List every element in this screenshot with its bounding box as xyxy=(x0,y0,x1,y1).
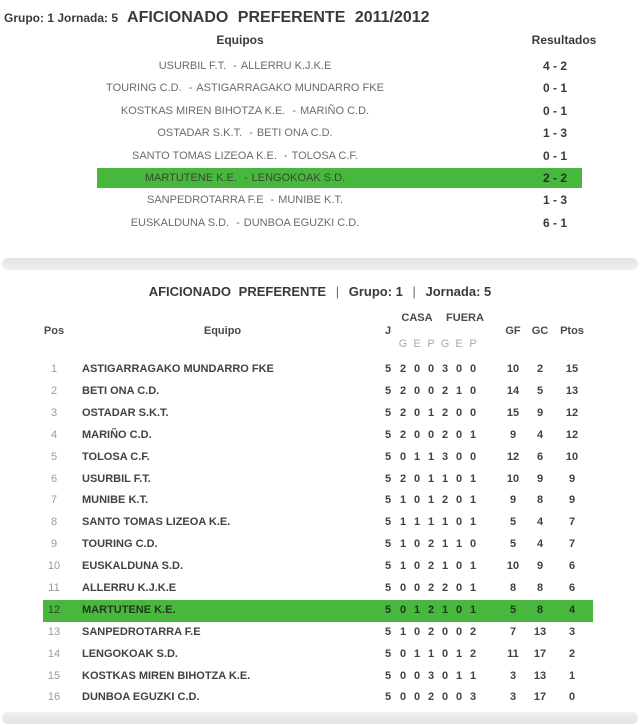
away-team: TOLOSA C.F. xyxy=(291,149,358,162)
home-losses-value: 2 xyxy=(427,560,435,573)
away-losses-value: 0 xyxy=(469,363,477,376)
home-losses-value: 1 xyxy=(427,472,435,485)
fuera-group-header: FUERA xyxy=(446,312,484,325)
points-value: 6 xyxy=(568,582,576,595)
position-number: 12 xyxy=(47,603,61,616)
team-name: OSTADAR S.K.T. xyxy=(82,406,169,419)
goals-for-value: 11 xyxy=(507,647,519,660)
home-wins-value: 1 xyxy=(399,560,407,573)
results-section xyxy=(0,0,640,234)
goals-for-value: 14 xyxy=(506,385,520,398)
match-row xyxy=(0,77,640,99)
home-losses-value: 2 xyxy=(427,625,435,638)
card-top-edge xyxy=(2,258,638,270)
position-number: 6 xyxy=(50,472,58,485)
position-number: 1 xyxy=(50,363,58,376)
home-wins-value: 2 xyxy=(399,472,407,485)
points-value: 9 xyxy=(568,494,576,507)
away-losses-value: 0 xyxy=(469,406,477,419)
match-row xyxy=(0,189,640,211)
position-number: 9 xyxy=(50,538,58,551)
away-wins-value: 2 xyxy=(441,582,449,595)
team-name: MARIÑO C.D. xyxy=(82,428,152,441)
position-number: 8 xyxy=(50,516,58,529)
pipe-separator: | xyxy=(412,284,416,300)
home-wins-value: 0 xyxy=(399,691,407,704)
standings-row xyxy=(43,512,593,534)
away-draws-value: 0 xyxy=(455,560,463,573)
match-row xyxy=(0,212,640,234)
away-losses-value: 1 xyxy=(469,603,477,616)
points-value: 7 xyxy=(568,516,576,529)
standings-rows xyxy=(43,359,593,709)
home-team: OSTADAR S.K.T. xyxy=(157,127,243,140)
home-losses-value: 0 xyxy=(427,428,435,441)
team-name: EUSKALDUNA S.D. xyxy=(82,560,184,573)
away-draws-value: 0 xyxy=(455,603,463,616)
match-score: 1 - 3 xyxy=(542,126,567,141)
played-value: 5 xyxy=(384,494,392,507)
away-wins-value: 1 xyxy=(441,603,449,616)
goals-against-value: 13 xyxy=(533,669,547,682)
standings-row xyxy=(43,447,593,469)
away-draws-value: 0 xyxy=(455,472,463,485)
league-season-title: AFICIONADO PREFERENTE 2011/2012 xyxy=(127,9,430,26)
home-team: KOSTKAS MIREN BIHOTZA K.E. xyxy=(120,104,286,117)
home-wins-value: 0 xyxy=(399,647,407,660)
match-teams xyxy=(0,122,490,144)
home-team: SANTO TOMAS LIZEOA K.E. xyxy=(132,149,277,162)
goals-against-value: 6 xyxy=(536,450,544,463)
home-losses-value: 1 xyxy=(427,406,435,419)
match-row xyxy=(0,100,640,122)
match-list xyxy=(0,55,640,234)
away-losses-value: 0 xyxy=(469,450,477,463)
match-score: 0 - 1 xyxy=(542,81,567,96)
match-row xyxy=(0,145,640,167)
home-wins-value: 1 xyxy=(399,538,407,551)
match-teams xyxy=(0,100,490,122)
away-losses-value: 1 xyxy=(469,582,477,595)
away-draws-value: 0 xyxy=(455,516,463,529)
away-wins-value: 0 xyxy=(441,625,449,638)
away-draws-value: 0 xyxy=(455,691,463,704)
pos-column-header: Pos xyxy=(43,325,65,338)
points-value: 4 xyxy=(568,603,576,616)
standings-row xyxy=(43,469,593,491)
position-number: 11 xyxy=(48,582,60,595)
home-draws-value: 1 xyxy=(413,450,421,463)
goals-against-value: 4 xyxy=(536,428,544,441)
home-team: TOURING C.D. xyxy=(106,82,182,95)
points-value: 12 xyxy=(565,428,579,441)
match-teams xyxy=(0,77,490,99)
position-number: 2 xyxy=(50,385,58,398)
away-draws-value: 1 xyxy=(455,385,463,398)
away-draws-value: 0 xyxy=(455,450,463,463)
position-number: 5 xyxy=(50,450,58,463)
match-row xyxy=(0,167,640,189)
goals-for-value: 9 xyxy=(509,494,517,507)
points-value: 2 xyxy=(568,647,576,660)
home-wins-value: 1 xyxy=(399,625,407,638)
points-value: 13 xyxy=(565,385,579,398)
away-draws-value: 1 xyxy=(455,647,463,660)
goals-for-value: 3 xyxy=(509,669,517,682)
standings-row xyxy=(43,556,593,578)
team-name: MARTUTENE K.E. xyxy=(82,603,176,616)
away-losses-value: 1 xyxy=(469,560,477,573)
points-value: 6 xyxy=(568,560,576,573)
home-losses-value: 0 xyxy=(427,385,435,398)
home-draws-value: 1 xyxy=(413,603,421,616)
away-losses-value: 1 xyxy=(469,516,477,529)
home-losses-value: 0 xyxy=(427,363,435,376)
home-draws-value: 0 xyxy=(413,494,421,507)
home-draws-value: 0 xyxy=(413,538,421,551)
home-draws-value: 0 xyxy=(413,669,421,682)
points-value: 15 xyxy=(565,363,579,376)
goals-for-value: 5 xyxy=(509,516,517,529)
match-score: 2 - 2 xyxy=(542,170,567,185)
points-value: 3 xyxy=(568,625,576,638)
played-value: 5 xyxy=(384,450,392,463)
position-number: 3 xyxy=(50,406,58,419)
away-team: DUNBOA EGUZKI C.D. xyxy=(243,216,360,229)
j-column-header: J xyxy=(384,325,392,338)
goals-for-value: 10 xyxy=(506,363,520,376)
away-wins-value: 0 xyxy=(441,669,449,682)
vs-separator: - xyxy=(283,149,288,162)
standings-header xyxy=(43,306,593,359)
home-draws-value: 0 xyxy=(413,363,421,376)
home-wins-value: 2 xyxy=(399,406,407,419)
away-wins-value: 1 xyxy=(441,538,449,551)
match-teams xyxy=(0,189,490,211)
equipo-column-header: Equipo xyxy=(203,325,242,338)
away-wins-value: 1 xyxy=(441,472,449,485)
standings-row xyxy=(43,403,593,425)
match-row xyxy=(0,122,640,144)
points-value: 7 xyxy=(568,538,576,551)
standings-jornada: Jornada: 5 xyxy=(425,284,492,300)
casa-group-header: CASA xyxy=(401,312,433,325)
match-teams xyxy=(0,145,490,167)
away-draws-value: 0 xyxy=(455,582,463,595)
standings-row xyxy=(43,666,593,688)
home-draws-value: 0 xyxy=(413,472,421,485)
played-value: 5 xyxy=(384,516,392,529)
fuera-p-header: P xyxy=(469,338,477,351)
goals-against-value: 8 xyxy=(536,603,544,616)
group-jornada-title: Grupo: 1 Jornada: 5 xyxy=(4,11,119,25)
team-name: SANPEDROTARRA F.E xyxy=(82,625,201,638)
away-draws-value: 0 xyxy=(455,494,463,507)
standings-row xyxy=(43,490,593,512)
played-value: 5 xyxy=(384,385,392,398)
team-name: TOURING C.D. xyxy=(82,538,158,551)
away-draws-value: 0 xyxy=(455,428,463,441)
card-bottom-edge xyxy=(2,712,638,724)
away-losses-value: 0 xyxy=(469,385,477,398)
points-value: 1 xyxy=(568,669,576,682)
points-value: 10 xyxy=(565,450,579,463)
played-value: 5 xyxy=(384,691,392,704)
away-draws-value: 0 xyxy=(455,625,463,638)
played-value: 5 xyxy=(384,582,392,595)
goals-against-value: 4 xyxy=(536,538,544,551)
away-team: BETI ONA C.D. xyxy=(256,127,333,140)
goals-for-value: 5 xyxy=(509,538,517,551)
home-team: MARTUTENE K.E. xyxy=(144,171,237,184)
casa-g-header: G xyxy=(398,338,408,351)
match-teams xyxy=(0,212,490,234)
home-team: USURBIL F.T. xyxy=(158,60,227,72)
match-score: 0 - 1 xyxy=(542,103,567,118)
team-name: LENGOKOAK S.D. xyxy=(82,647,178,660)
home-wins-value: 1 xyxy=(399,494,407,507)
goals-against-value: 2 xyxy=(536,363,544,376)
away-losses-value: 1 xyxy=(469,472,477,485)
standings-row xyxy=(43,644,593,666)
goals-against-value: 5 xyxy=(536,385,544,398)
vs-separator: - xyxy=(188,82,193,95)
match-score: 6 - 1 xyxy=(542,215,567,230)
header-gep-line xyxy=(43,338,593,351)
away-wins-value: 0 xyxy=(441,691,449,704)
points-value: 9 xyxy=(568,472,576,485)
home-draws-value: 1 xyxy=(413,647,421,660)
home-wins-value: 1 xyxy=(399,516,407,529)
home-draws-value: 0 xyxy=(413,582,421,595)
goals-for-value: 8 xyxy=(509,582,517,595)
team-name: SANTO TOMAS LIZEOA K.E. xyxy=(82,516,231,529)
away-wins-value: 2 xyxy=(441,406,449,419)
away-wins-value: 1 xyxy=(441,516,449,529)
away-losses-value: 1 xyxy=(469,494,477,507)
away-team: ALLERRU K.J.K.E xyxy=(240,60,332,72)
away-losses-value: 0 xyxy=(469,538,477,551)
away-wins-value: 0 xyxy=(441,647,449,660)
team-name: ALLERRU K.J.K.E xyxy=(82,582,177,595)
played-value: 5 xyxy=(384,363,392,376)
home-wins-value: 0 xyxy=(399,450,407,463)
pipe-separator: | xyxy=(335,284,340,300)
away-losses-value: 2 xyxy=(469,647,477,660)
home-losses-value: 1 xyxy=(427,450,435,463)
played-value: 5 xyxy=(384,538,392,551)
away-wins-value: 3 xyxy=(441,363,449,376)
home-team: EUSKALDUNA S.D. xyxy=(130,216,230,229)
position-number: 15 xyxy=(47,669,61,682)
away-losses-value: 3 xyxy=(469,691,477,704)
home-wins-value: 2 xyxy=(399,385,407,398)
home-wins-value: 2 xyxy=(399,428,407,441)
standings-row xyxy=(43,600,593,622)
away-draws-value: 1 xyxy=(455,669,463,682)
vs-separator: - xyxy=(236,216,240,229)
home-draws-value: 0 xyxy=(413,385,421,398)
goals-against-value: 8 xyxy=(536,494,544,507)
home-losses-value: 1 xyxy=(427,647,435,660)
home-draws-value: 1 xyxy=(413,516,421,529)
goals-for-value: 3 xyxy=(509,691,517,704)
match-score: 1 - 3 xyxy=(542,193,567,208)
away-losses-value: 2 xyxy=(469,625,477,638)
team-name: ASTIGARRAGAKO MUNDARRO FKE xyxy=(82,363,274,376)
home-draws-value: 0 xyxy=(413,406,421,419)
match-teams xyxy=(0,55,490,77)
goals-for-value: 5 xyxy=(509,603,517,616)
played-value: 5 xyxy=(384,406,392,419)
away-losses-value: 1 xyxy=(469,428,477,441)
away-losses-value: 1 xyxy=(469,669,477,682)
vs-separator: - xyxy=(243,171,248,184)
goals-for-value: 7 xyxy=(509,625,517,638)
goals-for-value: 15 xyxy=(506,406,520,419)
match-row xyxy=(0,55,640,77)
standings-row xyxy=(43,578,593,600)
home-draws-value: 0 xyxy=(413,625,421,638)
played-value: 5 xyxy=(384,603,392,616)
standings-section xyxy=(0,270,640,709)
goals-against-value: 13 xyxy=(533,625,547,638)
away-team: MUNIBE K.T. xyxy=(278,194,343,207)
goals-against-value: 9 xyxy=(536,406,544,419)
goals-against-value: 9 xyxy=(536,560,544,573)
away-team: MARIÑO C.D. xyxy=(300,104,370,117)
goals-against-value: 9 xyxy=(536,472,544,485)
results-column-headers xyxy=(0,30,640,55)
team-name: MUNIBE K.T. xyxy=(82,494,148,507)
home-losses-value: 3 xyxy=(427,669,435,682)
team-name: BETI ONA C.D. xyxy=(82,385,160,398)
goals-against-value: 4 xyxy=(536,516,544,529)
away-wins-value: 2 xyxy=(441,385,449,398)
goals-against-value: 17 xyxy=(533,691,547,704)
gf-column-header: GF xyxy=(505,325,521,338)
standings-row xyxy=(43,622,593,644)
team-name: USURBIL F.T. xyxy=(82,472,151,485)
position-number: 14 xyxy=(47,647,61,660)
standings-row xyxy=(43,534,593,556)
standings-table xyxy=(43,306,593,709)
vs-separator: - xyxy=(233,60,237,72)
home-wins-value: 0 xyxy=(399,582,407,595)
match-score: 0 - 1 xyxy=(542,148,567,163)
position-number: 7 xyxy=(50,494,58,507)
goals-against-value: 17 xyxy=(533,647,547,660)
away-draws-value: 0 xyxy=(455,363,463,376)
position-number: 16 xyxy=(47,691,61,704)
away-wins-value: 3 xyxy=(441,450,449,463)
casa-e-header: E xyxy=(413,338,421,351)
points-value: 12 xyxy=(565,406,579,419)
home-losses-value: 2 xyxy=(427,603,435,616)
fuera-g-header: G xyxy=(440,338,450,351)
played-value: 5 xyxy=(384,647,392,660)
away-draws-value: 1 xyxy=(455,538,463,551)
gc-column-header: GC xyxy=(531,325,549,338)
away-draws-value: 0 xyxy=(455,406,463,419)
standings-league-name: AFICIONADO PREFERENTE xyxy=(148,284,327,300)
goals-against-value: 8 xyxy=(536,582,544,595)
header-group-line xyxy=(43,312,593,325)
home-draws-value: 0 xyxy=(413,560,421,573)
home-wins-value: 0 xyxy=(399,669,407,682)
team-name: DUNBOA EGUZKI C.D. xyxy=(82,691,200,704)
equipos-column-header: Equipos xyxy=(216,33,264,47)
away-wins-value: 2 xyxy=(441,494,449,507)
points-value: 0 xyxy=(568,691,576,704)
played-value: 5 xyxy=(384,669,392,682)
away-wins-value: 2 xyxy=(441,428,449,441)
vs-separator: - xyxy=(249,127,253,140)
away-team: ASTIGARRAGAKO MUNDARRO FKE xyxy=(196,82,384,95)
standings-row xyxy=(43,359,593,381)
away-team: LENGOKOAK S.D. xyxy=(251,171,346,184)
vs-separator: - xyxy=(270,194,275,207)
resultados-column-header: Resultados xyxy=(531,33,597,47)
goals-for-value: 10 xyxy=(506,472,520,485)
home-losses-value: 1 xyxy=(427,516,435,529)
position-number: 4 xyxy=(50,428,58,441)
home-team: SANPEDROTARRA F.E xyxy=(146,194,264,207)
standings-row xyxy=(43,381,593,403)
home-draws-value: 0 xyxy=(413,428,421,441)
home-wins-value: 2 xyxy=(399,363,407,376)
position-number: 10 xyxy=(47,560,61,573)
played-value: 5 xyxy=(384,472,392,485)
home-draws-value: 0 xyxy=(413,691,421,704)
played-value: 5 xyxy=(384,428,392,441)
header-main-line xyxy=(43,325,593,338)
match-teams xyxy=(0,167,490,189)
goals-for-value: 9 xyxy=(509,428,517,441)
home-wins-value: 0 xyxy=(399,603,407,616)
vs-separator: - xyxy=(292,104,297,117)
standings-group: Grupo: 1 xyxy=(348,284,403,300)
page-header xyxy=(0,0,640,30)
casa-p-header: P xyxy=(427,338,435,351)
ptos-column-header: Ptos xyxy=(560,325,584,338)
standings-title xyxy=(0,270,640,306)
home-losses-value: 2 xyxy=(427,538,435,551)
standings-row xyxy=(43,425,593,447)
played-value: 5 xyxy=(384,625,392,638)
match-score: 4 - 2 xyxy=(542,59,567,73)
home-losses-value: 2 xyxy=(427,582,435,595)
away-wins-value: 1 xyxy=(441,560,449,573)
goals-for-value: 10 xyxy=(506,560,520,573)
team-name: TOLOSA C.F. xyxy=(82,450,150,463)
goals-for-value: 12 xyxy=(506,450,520,463)
fuera-e-header: E xyxy=(455,338,463,351)
played-value: 5 xyxy=(384,560,392,573)
standings-row xyxy=(43,687,593,709)
home-losses-value: 1 xyxy=(427,494,435,507)
home-losses-value: 2 xyxy=(427,691,435,704)
team-name: KOSTKAS MIREN BIHOTZA K.E. xyxy=(82,669,251,682)
position-number: 13 xyxy=(47,625,61,638)
